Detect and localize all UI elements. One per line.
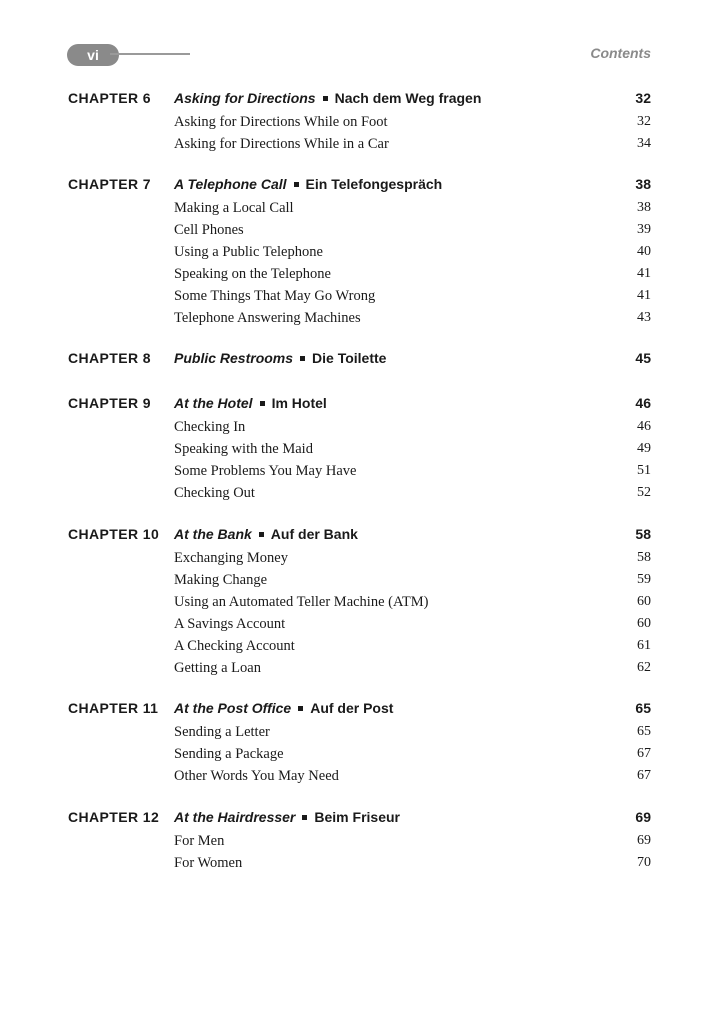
section-page-number: 60: [637, 616, 651, 631]
square-bullet-icon: [323, 96, 328, 101]
square-bullet-icon: [294, 182, 299, 187]
list-item[interactable]: [0, 547, 717, 569]
list-item[interactable]: [0, 591, 717, 613]
section-title-text: Speaking on the Telephone: [174, 266, 331, 282]
section-page-number: 58: [637, 550, 651, 565]
list-item[interactable]: [0, 263, 717, 285]
section-page-number: 65: [637, 724, 651, 739]
section-title-text: Checking In: [174, 419, 246, 435]
section-list: [0, 547, 717, 679]
page-number-badge: vi: [67, 44, 119, 66]
section-page-number: 51: [637, 463, 651, 478]
square-bullet-icon: [298, 706, 303, 711]
list-item[interactable]: [0, 657, 717, 679]
chapter-title-english: At the Hotel: [174, 395, 253, 411]
chapter-title-german: Im Hotel: [271, 395, 327, 411]
section-page-number: 39: [637, 222, 651, 237]
chapter-block: [0, 347, 717, 369]
section-title-text: Asking for Directions While in a Car: [174, 136, 389, 152]
section-page-number: 34: [637, 136, 651, 151]
section-page-number: 40: [637, 244, 651, 259]
section-title-text: Exchanging Money: [174, 550, 288, 566]
list-item[interactable]: [0, 613, 717, 635]
section-title-text: A Checking Account: [174, 638, 295, 654]
square-bullet-icon: [302, 815, 307, 820]
section-page-number: 62: [637, 660, 651, 675]
section-title-text: Other Words You May Need: [174, 768, 339, 784]
chapter-heading-row[interactable]: [0, 806, 717, 828]
section-page-number: 59: [637, 572, 651, 587]
section-title-text: Using a Public Telephone: [174, 244, 323, 260]
section-title-text: Using an Automated Teller Machine (ATM): [174, 594, 429, 610]
chapter-block: [0, 392, 717, 504]
chapter-title-english: Public Restrooms: [174, 350, 294, 366]
chapter-title-english: Asking for Directions: [174, 90, 316, 106]
square-bullet-icon: [259, 532, 264, 537]
section-title-text: Sending a Package: [174, 746, 284, 762]
chapter-title: [174, 87, 481, 109]
section-list: [0, 111, 717, 155]
chapter-page-number: 45: [635, 350, 651, 366]
list-item[interactable]: [0, 133, 717, 155]
chapter-page-number: 69: [635, 809, 651, 825]
list-item[interactable]: [0, 852, 717, 874]
section-title-text: Speaking with the Maid: [174, 441, 313, 457]
chapter-heading-row[interactable]: [0, 697, 717, 719]
chapter-heading-row[interactable]: [0, 173, 717, 195]
section-title-text: Making a Local Call: [174, 200, 294, 216]
chapter-block: [0, 173, 717, 329]
section-title-text: Asking for Directions While on Foot: [174, 114, 388, 130]
chapter-block: [0, 806, 717, 874]
chapter-title-german: Beim Friseur: [314, 809, 400, 825]
section-title-text: Telephone Answering Machines: [174, 310, 361, 326]
chapter-heading-row[interactable]: [0, 523, 717, 545]
section-title-text: Sending a Letter: [174, 724, 270, 740]
list-item[interactable]: [0, 569, 717, 591]
section-title-text: Getting a Loan: [174, 660, 261, 676]
section-page-number: 38: [637, 200, 651, 215]
list-item[interactable]: [0, 830, 717, 852]
section-page-number: 61: [637, 638, 651, 653]
chapter-title-german: Auf der Post: [310, 700, 394, 716]
section-page-number: 52: [637, 485, 651, 500]
list-item[interactable]: [0, 721, 717, 743]
chapter-title: [174, 347, 386, 369]
list-item[interactable]: [0, 219, 717, 241]
chapter-title: [174, 173, 442, 195]
list-item[interactable]: [0, 111, 717, 133]
chapter-title: [174, 523, 358, 545]
section-list: [0, 416, 717, 504]
square-bullet-icon: [300, 356, 305, 361]
section-title-text: Some Problems You May Have: [174, 463, 357, 479]
section-title-text: A Savings Account: [174, 616, 286, 632]
section-list: [0, 197, 717, 329]
chapter-title-english: At the Bank: [174, 526, 252, 542]
list-item[interactable]: [0, 285, 717, 307]
section-title-text: Making Change: [174, 572, 268, 588]
chapter-title-english: At the Hairdresser: [174, 809, 296, 825]
chapter-label: CHAPTER 7: [68, 176, 151, 192]
square-bullet-icon: [260, 401, 265, 406]
section-page-number: 67: [637, 768, 651, 783]
list-item[interactable]: [0, 438, 717, 460]
section-page-number: 69: [637, 833, 651, 848]
chapter-block: [0, 697, 717, 787]
chapter-page-number: 38: [635, 176, 651, 192]
chapter-label: CHAPTER 10: [68, 526, 160, 542]
list-item[interactable]: [0, 635, 717, 657]
list-item[interactable]: [0, 743, 717, 765]
chapter-title: [174, 806, 400, 828]
list-item[interactable]: [0, 197, 717, 219]
section-page-number: 43: [637, 310, 651, 325]
chapter-title-english: At the Post Office: [174, 700, 292, 716]
chapter-heading-row[interactable]: [0, 87, 717, 109]
chapter-heading-row[interactable]: [0, 347, 717, 369]
section-title-text: Checking Out: [174, 485, 255, 501]
section-page-number: 41: [637, 266, 651, 281]
chapter-page-number: 65: [635, 700, 651, 716]
chapter-label: CHAPTER 12: [68, 809, 160, 825]
section-page-number: 60: [637, 594, 651, 609]
chapter-title-german: Die Toilette: [312, 350, 387, 366]
chapter-title-german: Nach dem Weg fragen: [334, 90, 482, 106]
chapter-title: [174, 697, 393, 719]
chapter-page-number: 58: [635, 526, 651, 542]
section-list: [0, 721, 717, 787]
chapter-title-german: Auf der Bank: [270, 526, 358, 542]
chapter-title: [174, 392, 327, 414]
chapter-label: CHAPTER 9: [68, 395, 151, 411]
chapter-block: [0, 523, 717, 679]
chapter-label: CHAPTER 8: [68, 350, 151, 366]
list-item[interactable]: [0, 416, 717, 438]
section-page-number: 49: [637, 441, 651, 456]
chapter-block: [0, 87, 717, 155]
chapter-title-english: A Telephone Call: [174, 176, 287, 192]
chapter-label: CHAPTER 11: [68, 700, 159, 716]
section-list: [0, 830, 717, 874]
section-title-text: For Men: [174, 833, 225, 849]
section-page-number: 70: [637, 855, 651, 870]
section-page-number: 41: [637, 288, 651, 303]
section-title: Contents: [590, 45, 651, 61]
list-item[interactable]: [0, 765, 717, 787]
section-page-number: 67: [637, 746, 651, 761]
page-header: [0, 0, 717, 80]
section-title-text: Cell Phones: [174, 222, 244, 238]
section-title-text: Some Things That May Go Wrong: [174, 288, 376, 304]
chapter-page-number: 46: [635, 395, 651, 411]
section-page-number: 46: [637, 419, 651, 434]
chapter-heading-row[interactable]: [0, 392, 717, 414]
chapter-page-number: 32: [635, 90, 651, 106]
chapter-title-german: Ein Telefongespräch: [305, 176, 443, 192]
header-rule: [110, 53, 190, 55]
list-item[interactable]: [0, 482, 717, 504]
list-item[interactable]: [0, 241, 717, 263]
chapter-label: CHAPTER 6: [68, 90, 151, 106]
list-item[interactable]: [0, 460, 717, 482]
section-title-text: For Women: [174, 855, 243, 871]
list-item[interactable]: [0, 307, 717, 329]
section-page-number: 32: [637, 114, 651, 129]
